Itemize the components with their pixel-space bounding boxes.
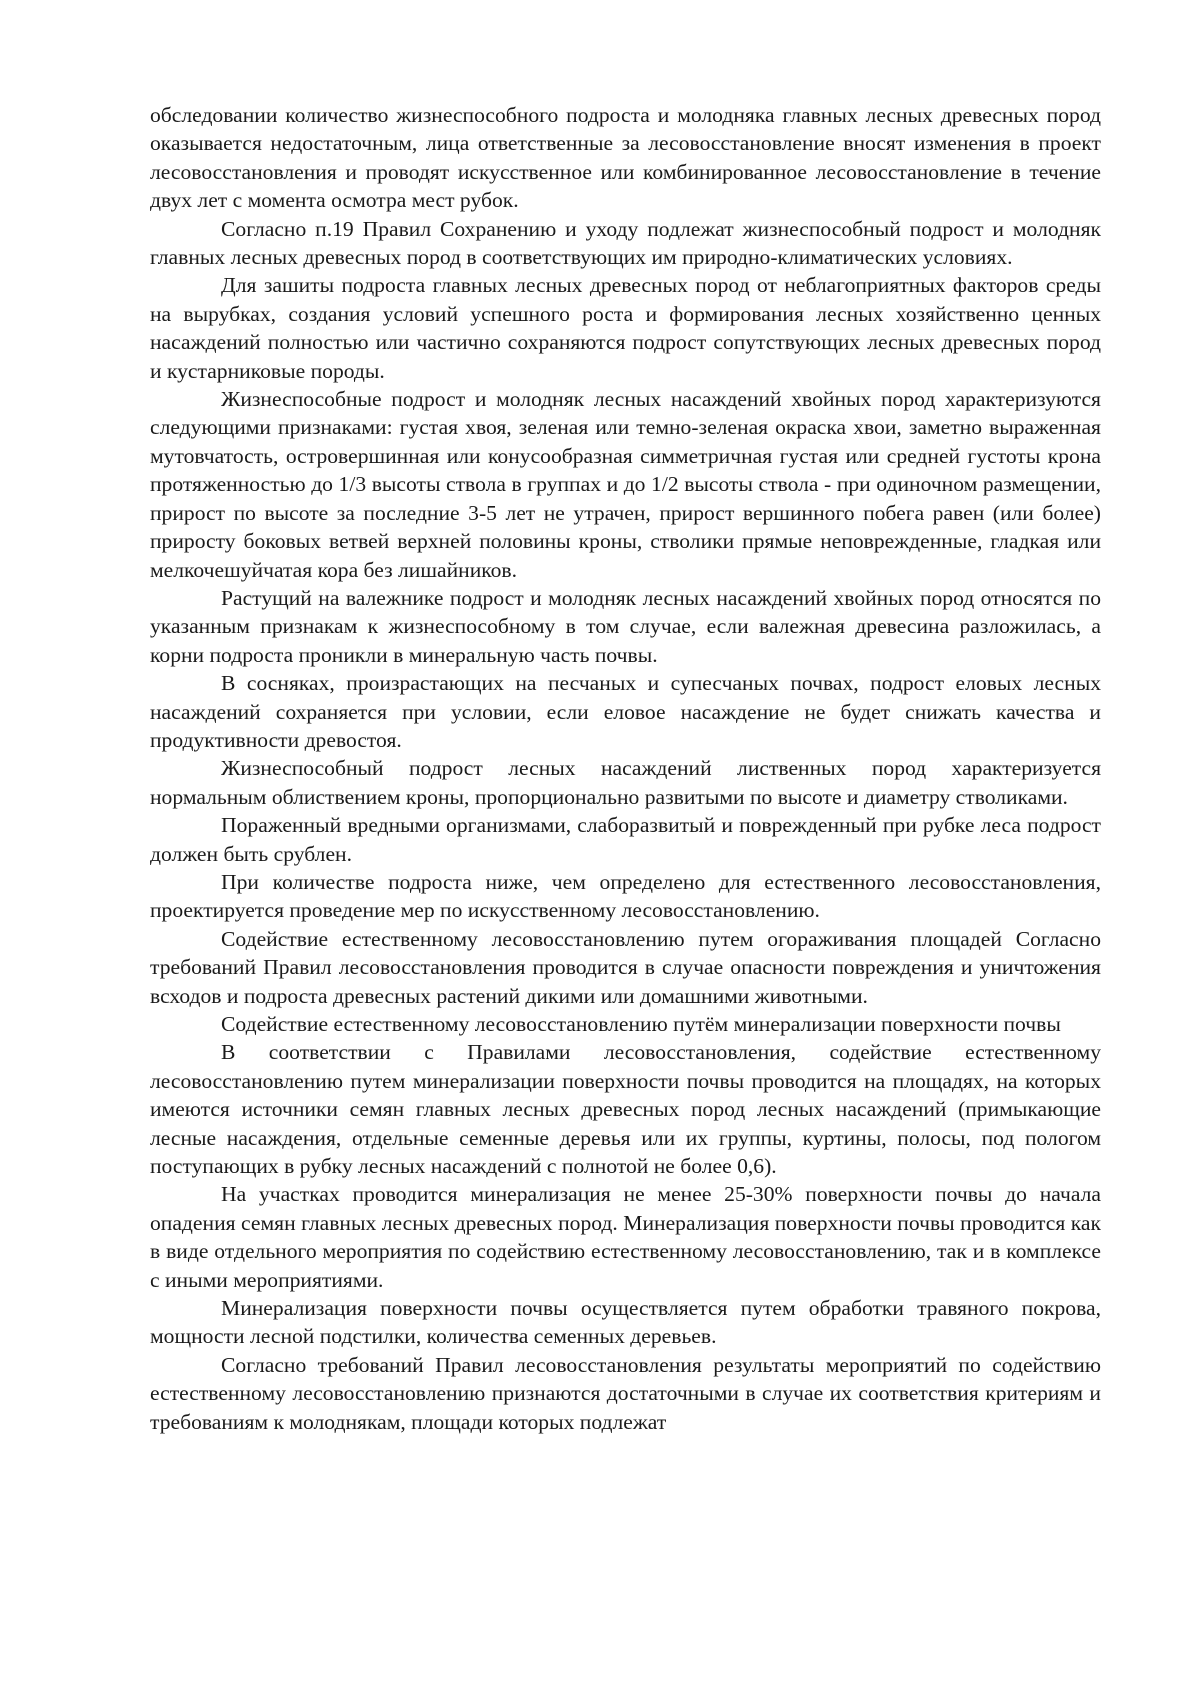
- paragraph-2: Согласно п.19 Правил Сохранению и уходу подлежат жизнеспособный подрост и молодняк главных лесных древесных пород в соответствующих им природно-климатических условиях.: [150, 216, 1101, 270]
- paragraph-4: Жизнеспособные подрост и молодняк лесных насаждений хвойных пород характеризуются следующими признаками: густая хвоя, зеленая или темно-зеленая окраска хвои, заметно выраженная мутовчатость, островершинная или конусообразная симметричная густая или средней густоты крона протяженностью до 1/3 высоты ствола в группах и до 1/2 высоты ствола - при одиночном размещении, прирост по высоте за последние 3-5 лет не утрачен, прирост вершинного побега равен (или более) приросту боковых ветвей верхней половины кроны, стволики прямые неповрежденные, гладкая или мелкочешуйчатая кора без лишайников.: [150, 387, 1101, 582]
- paragraph-9: При количестве подроста ниже, чем определено для естественного лесовосстановления, проектируется проведение мер по искусственному лесовосстановлению.: [150, 869, 1101, 923]
- paragraph-5: Растущий на валежнике подрост и молодняк лесных насаждений хвойных пород относятся по указанным признакам к жизнеспособному в том случае, если валежная древесина разложилась, а корни подроста проникли в минеральную часть почвы.: [150, 585, 1101, 667]
- paragraph-8: Пораженный вредными организмами, слаборазвитый и поврежденный при рубке леса подрост должен быть срублен.: [150, 813, 1101, 866]
- paragraph-14: Минерализация поверхности почвы осуществляется путем обработки травяного покрова, мощности лесной подстилки, количества семенных деревьев.: [150, 1296, 1101, 1349]
- paragraph-13: На участках проводится минерализация не менее 25-30% поверхности почвы до начала опадения семян главных лесных древесных пород. Минерализация поверхности почвы проводится как в виде отдельного мероприятия по содействию естественному лесовосстановлению, так и в комплексе с иными мероприятиями.: [150, 1182, 1101, 1292]
- paragraph-10: Содействие естественному лесовосстановлению путем огораживания площадей Согласно требований Правил лесовосстановления проводится в случае опасности повреждения и уничтожения всходов и подроста древесных растений дикими или домашними животными.: [150, 926, 1101, 1008]
- paragraph-3: Для зашиты подроста главных лесных древесных пород от неблагоприятных факторов среды на вырубках, создания условий успешного роста и формирования лесных хозяйственно ценных насаждений полностью или частично сохраняются подрост сопутствующих лесных древесных пород и кустарниковые породы.: [150, 273, 1101, 383]
- paragraph-12: В соответствии с Правилами лесовосстановления, содействие естественному лесовосстановлению путем минерализации поверхности почвы проводится на площадях, на которых имеются источники семян главных лесных древесных пород лесных насаждений (примыкающие лесные насаждения, отдельные семенные деревья или их группы, куртины, полосы, под пологом поступающих в рубку лесных насаждений с полнотой не более 0,6).: [150, 1040, 1101, 1179]
- paragraph-1: обследовании количество жизнеспособного подроста и молодняка главных лесных древесных пород оказывается недостаточным, лица ответственные за лесовосстановление вносят изменения в проект лесовосстановления и проводят искусственное или комбинированное лесовосстановление в течение двух лет с момента осмотра мест рубок.: [150, 103, 1101, 213]
- paragraph-6: В сосняках, произрастающих на песчаных и супесчаных почвах, подрост еловых лесных насаждений сохраняется при условии, если еловое насаждение не будет снижать качества и продуктивности древостоя.: [150, 671, 1101, 752]
- paragraph-7: Жизнеспособный подрост лесных насаждений лиственных пород характеризуется нормальным облиствением кроны, пропорционально развитыми по высоте и диаметру стволиками.: [150, 756, 1101, 809]
- document-body: [150, 101, 1101, 1436]
- paragraph-11: Содействие естественному лесовосстановлению путём минерализации поверхности почвы: [221, 1012, 1061, 1036]
- paragraph-15: Согласно требований Правил лесовосстановления результаты мероприятий по содействию естественному лесовосстановлению признаются достаточными в случае их соответствия критериям и требованиям к молоднякам, площади которых подлежат: [150, 1352, 1101, 1434]
